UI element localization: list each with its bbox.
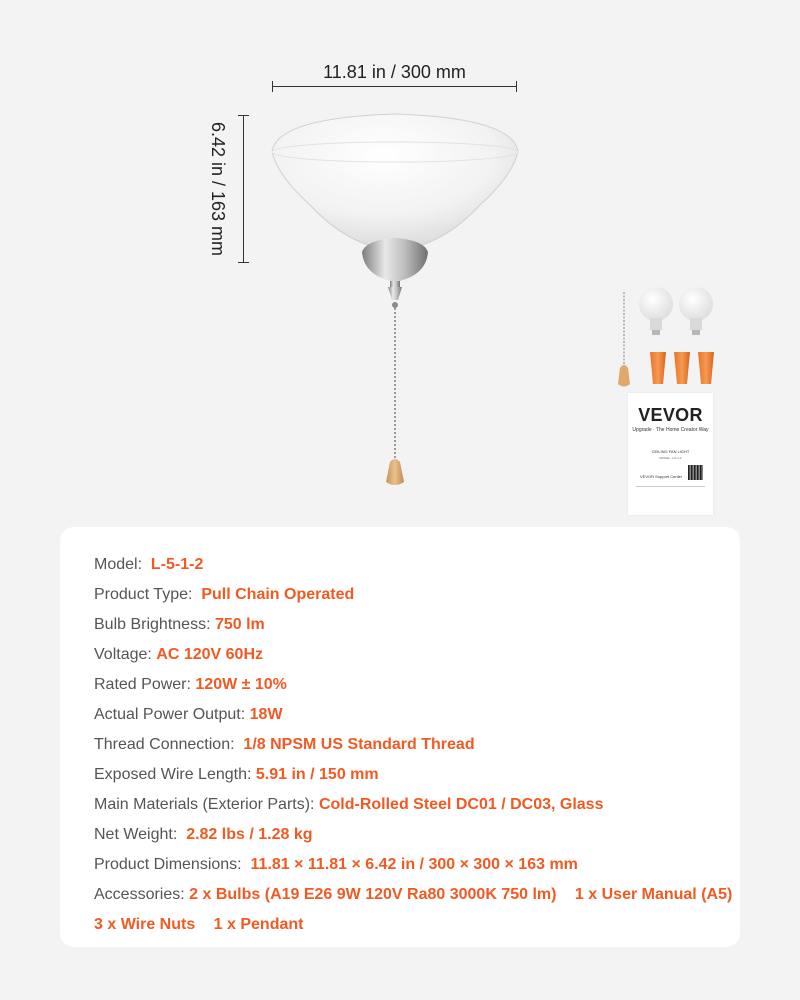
spec-label: Product Type: (94, 586, 193, 603)
pull-chain-pendant-icon (618, 292, 630, 387)
light-bulb-icon (639, 287, 673, 335)
spec-row-actual-power (94, 700, 732, 730)
spec-value: AC 120V 60Hz (156, 646, 263, 663)
spec-value-secondary: 1 x Pendant (213, 916, 304, 933)
spec-value: Pull Chain Operated (201, 586, 355, 603)
manual-title: CEILING FAN LIGHT (651, 449, 690, 454)
spec-value: 2 x Bulbs (A19 E26 9W 120V Ra80 3000K 750 lm) (189, 886, 557, 903)
spec-row-main-materials (94, 790, 732, 820)
spec-label: Rated Power: (94, 676, 191, 693)
spec-row-wire-length (94, 760, 732, 790)
spec-row-product-type (94, 580, 732, 610)
accessories-kit (600, 280, 730, 520)
spec-label: Model: (94, 556, 143, 573)
width-dimension-label: 11.81 in / 300 mm (323, 62, 466, 82)
manual-tagline: Upgrade · The Home Creator Way (632, 427, 709, 433)
manual-divider (636, 486, 705, 487)
spec-label: Accessories: (94, 886, 185, 903)
specifications-panel (60, 527, 740, 947)
spec-value: 1/8 NPSM US Standard Thread (243, 736, 475, 753)
spec-value: 11.81 × 11.81 × 6.42 in / 300 × 300 × 163 mm (250, 856, 578, 873)
spec-value: 3 x Wire Nuts (94, 916, 196, 933)
spec-label: Product Dimensions: (94, 856, 242, 873)
spec-value-secondary: 1 x User Manual (A5) (574, 886, 733, 903)
spec-row-accessories-continued (94, 910, 732, 940)
spec-row-product-dimensions (94, 850, 732, 880)
spec-value: 120W ± 10% (195, 676, 287, 693)
wire-nut-icon (650, 352, 714, 384)
spec-label: Main Materials (Exterior Parts): (94, 796, 315, 813)
spec-list (94, 550, 732, 940)
user-manual (628, 393, 713, 515)
spec-label: Voltage: (94, 646, 152, 663)
height-dimension-label: 6.42 in / 163 mm (208, 121, 228, 257)
spec-value: 2.82 lbs / 1.28 kg (186, 826, 313, 843)
spec-label: Thread Connection: (94, 736, 235, 753)
spec-row-bulb-brightness (94, 610, 732, 640)
spec-row-voltage (94, 640, 732, 670)
spec-value: 18W (249, 706, 283, 723)
spec-label: Exposed Wire Length: (94, 766, 252, 783)
spec-label: Net Weight: (94, 826, 178, 843)
spec-value: 5.91 in / 150 mm (255, 766, 379, 783)
spec-row-accessories (94, 880, 732, 910)
spec-label: Actual Power Output: (94, 706, 246, 723)
manual-model: MODEL: L-5-1-2 (659, 456, 682, 460)
manual-support-text: VEVOR Support Center (640, 474, 683, 479)
manual-brand-logo: VEVOR (638, 405, 703, 425)
spec-row-net-weight (94, 820, 732, 850)
spec-value: 750 lm (214, 616, 265, 633)
spec-row-rated-power (94, 670, 732, 700)
light-bulb-icon (679, 287, 713, 335)
spec-value: L-5-1-2 (150, 556, 204, 573)
spec-row-model (94, 550, 732, 580)
qr-code-icon (688, 465, 703, 480)
spec-label: Bulb Brightness: (94, 616, 211, 633)
accessory-parts (600, 280, 730, 395)
spec-value: Cold-Rolled Steel DC01 / DC03, Glass (318, 796, 604, 813)
spec-row-thread-connection (94, 730, 732, 760)
